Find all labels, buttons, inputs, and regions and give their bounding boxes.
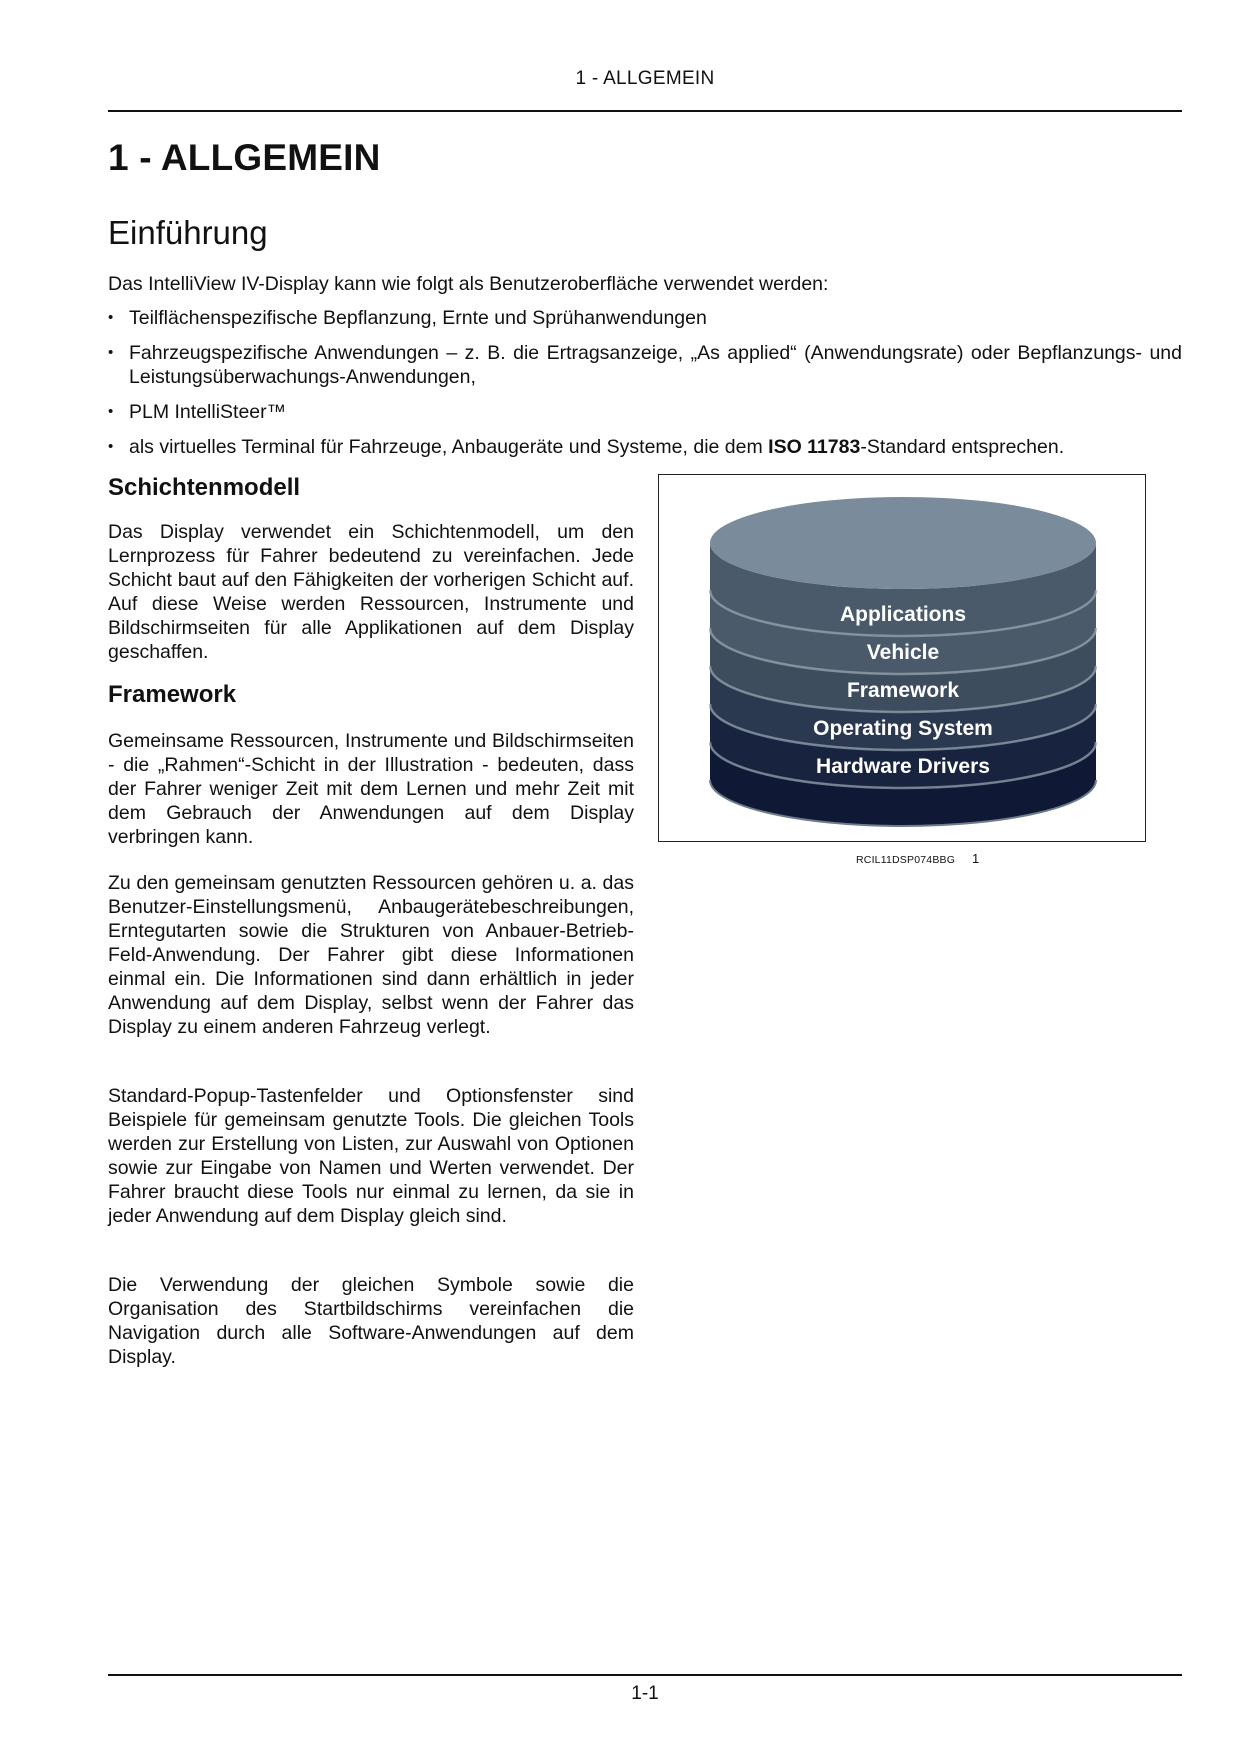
framework-paragraph: Die Verwendung der gleichen Symbole sowie die Organisation des Startbildschirms vereinfachen die Navigation durch alle Software-Anwendungen auf dem Display. [108, 1274, 634, 1368]
framework-body-3 [108, 1084, 634, 1228]
framework-paragraph: Standard-Popup-Tastenfelder und Optionsfenster sind Beispiele für gemeinsam genutzte Tools. Die gleichen Tools werden zur Erstellung von Listen, zur Auswahl von Optionen sowie zur Eingabe von Namen und Werten verwendet. Der Fahrer braucht diese Tools nur einmal zu lernen, da sie in jeder Anwendung auf dem Display gleich sind. [108, 1085, 634, 1227]
list-item [108, 341, 1182, 389]
list-item-text: Fahrzeugspezifische Anwendungen – z. B. die Ertragsanzeige, „As applied“ (Anwendungsrate) oder Bepflanzungs- und Leistungsüberwachungs-Anwendungen, [129, 342, 1182, 388]
list-item: • Teilflächenspezifische Bepflanzung, Ernte und Sprühanwendungen [108, 306, 1182, 330]
section-title: Einführung [108, 214, 268, 251]
chapter-title: 1 - ALLGEMEIN [108, 137, 381, 178]
framework-body-2 [108, 871, 634, 1039]
list-item-text: als virtuelles Terminal für Fahrzeuge, Anbaugeräte und Systeme, die dem [129, 436, 769, 458]
layer-stack-diagram [659, 475, 1147, 843]
framework-body-1 [108, 729, 634, 849]
header-rule [108, 110, 1182, 112]
framework-body-4 [108, 1273, 634, 1369]
usage-list [108, 306, 1182, 470]
framework-paragraph: Gemeinsame Ressourcen, Instrumente und Bildschirmseiten - die „Rahmen“-Schicht in der Illustration - bedeuten, dass der Fahrer weniger Zeit mit dem Lernen und mehr Zeit mit dem Gebrauch der Anwendungen auf dem Display verbringen kann. [108, 730, 634, 848]
figure-caption-code: RCIL11DSP074BBG [856, 854, 956, 866]
layer-label: Applications [839, 603, 967, 626]
list-item: • PLM IntelliSteer™ [108, 400, 1182, 424]
layer-model-figure [658, 474, 1146, 842]
framework-section [108, 681, 634, 709]
schichtenmodell-section [108, 474, 634, 502]
footer-rule [108, 1674, 1182, 1676]
standard-name: ISO 11783 [768, 436, 861, 458]
layer-label: Framework [846, 679, 960, 702]
intro-paragraph: Das IntelliView IV-Display kann wie folgt als Benutzeroberfläche verwendet werden: [108, 273, 829, 295]
list-item [108, 435, 1182, 459]
page-number: 1-1 [631, 1683, 659, 1704]
schichtenmodell-body [108, 520, 634, 664]
cylinder-top-ellipse [710, 497, 1096, 589]
layer-label: Hardware Drivers [816, 755, 990, 778]
framework-heading: Framework [108, 681, 237, 708]
schichtenmodell-heading: Schichtenmodell [108, 474, 301, 501]
framework-paragraph: Zu den gemeinsam genutzten Ressourcen gehören u. a. das Benutzer-Einstellungsmenü, Anbaugerätebeschreibungen, Erntegutarten sowie die Strukturen von Anbauer-Betrieb-Feld-Anwendung. Der Fahrer gibt diese Informationen einmal ein. Die Informationen sind dann erhältlich in jeder Anwendung auf dem Display, selbst wenn der Fahrer das Display zu einem anderen Fahrzeug verlegt. [108, 872, 634, 1038]
figure-number: 1 [972, 851, 980, 866]
running-header: 1 - ALLGEMEIN [575, 68, 715, 89]
layer-label: Vehicle [866, 641, 940, 664]
layer-label: Operating System [813, 717, 993, 740]
list-item-text: -Standard entsprechen. [860, 436, 1065, 458]
schichtenmodell-paragraph: Das Display verwendet ein Schichtenmodell, um den Lernprozess für Fahrer bedeutend zu vereinfachen. Jede Schicht baut auf den Fähigkeiten der vorherigen Schicht auf. Auf diese Weise werden Ressourcen, Instrumente und Bildschirmseiten für alle Applikationen auf dem Display geschaffen. [108, 521, 634, 663]
